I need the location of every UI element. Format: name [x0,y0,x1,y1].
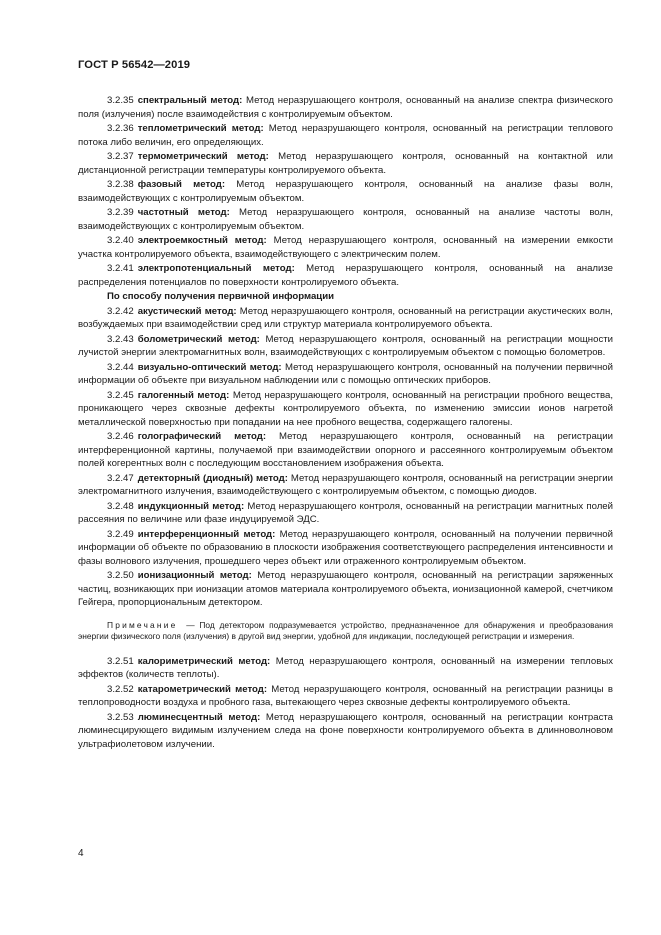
definition-text: Метод неразрушающего контроля, основанный на получении первичной информации об объекте при визуальном наблюдении или с помощью оптических приборов. [78,361,613,386]
definition-number: 3.2.39 [107,207,134,218]
definition-term: калориметрический метод: [137,655,271,667]
note [78,620,613,643]
definition-text: Метод неразрушающего контроля, основанный на регистрации теплового потока либо величин, его определяющих. [78,123,613,148]
definition-item [78,472,613,499]
definition-number: 3.2.49 [107,528,134,540]
definition-text: Метод неразрушающего контроля, основанный на регистрации магнитных полей рассеяния по величине или фазе индуцируемой ЭДС. [78,500,613,525]
definition-number: 3.2.52 [107,683,134,695]
definition-text: Метод неразрушающего контроля, основанный на регистрации контраста люминесцирующего видимым излучением следа на фоне поверхности контролируемого объекта в длинноволновом ультрафиолетовом излучении. [78,711,613,750]
definition-number: 3.2.48 [107,500,134,512]
definition-term: детекторный (диодный) метод: [137,472,288,484]
definition-item [78,655,613,682]
definition-term: спектральный метод: [137,95,243,106]
definition-number: 3.2.36 [107,123,134,134]
definition-number: 3.2.51 [107,655,134,667]
definition-term: фазовый метод: [137,179,226,190]
definition-term: люминесцентный метод: [137,711,261,723]
definition-number: 3.2.41 [107,263,134,274]
definition-term: визуально-оптический метод: [137,361,282,373]
definition-item [78,305,613,332]
definition-term: катарометрический метод: [137,683,268,695]
definitions-group-a [78,94,613,289]
definition-text: Метод неразрушающего контроля, основанный на контактной или дистанционной регистрации температуры контролируемого объекта. [78,151,613,176]
definition-term: акустический метод: [137,305,237,317]
definition-text: Метод неразрушающего контроля, основанный на анализе частоты волн, взаимодействующих с контролируемым объектом. [78,207,613,232]
definition-number: 3.2.44 [107,361,134,373]
definition-number: 3.2.47 [107,472,134,484]
definition-number: 3.2.53 [107,711,134,723]
definitions-group-b [78,305,613,610]
definition-item [78,389,613,430]
definition-item [78,206,613,233]
definition-text: Метод неразрушающего контроля, основанный на регистрации пробного вещества, проникающего через сквозные дефекты контролируемого объекта, по изменению эмиссии ионов нагретой металлической поверхностью при попадании на нее пробного вещества, содержащего галогены. [78,389,613,428]
definition-item [78,569,613,610]
definition-number: 3.2.43 [107,333,134,345]
document-body [78,94,613,752]
definition-item [78,711,613,752]
section-subheading: По способу получения первичной информации [107,291,334,302]
definitions-group-c [78,655,613,752]
definition-number: 3.2.38 [107,179,134,190]
definition-item [78,262,613,289]
definition-term: галогенный метод: [137,389,230,401]
standard-header: ГОСТ Р 56542—2019 [78,59,191,71]
definition-term: индукционный метод: [137,500,245,512]
definition-term: теплометрический метод: [137,123,264,134]
definition-text: Метод неразрушающего контроля, основанный на регистрации акустических волн, возбуждаемых при взаимодействии сред или структур материала контролируемого объекта. [78,305,613,330]
definition-item [78,178,613,205]
note-label: Примечание [107,619,178,630]
definition-term: голографический метод: [137,431,267,442]
definition-number: 3.2.37 [107,151,134,162]
definition-term: электропотенциальный метод: [137,263,295,274]
definition-term: болометрический метод: [137,333,260,345]
definition-number: 3.2.46 [107,431,134,442]
definition-text: Метод неразрушающего контроля, основанный на регистрации разницы в теплопроводности воздуха и пробного газа, вытекающего через сквозные дефекты контролируемого объекта. [78,683,613,709]
definition-text: Метод неразрушающего контроля, основанный на анализе фазы волн, взаимодействующих с контролируемым объектом. [78,179,613,204]
definition-item [78,122,613,149]
note-text: — Под детектором подразумевается устройство, предназначенное для обнаружения и преобразования энергии физического поля (излучения) в другой вид энергии, удобной для индикации, последующей регистрации и измерения. [78,619,613,642]
definition-item [78,94,613,121]
definition-text: Метод неразрушающего контроля, основанный на анализе распределения потенциалов по поверхности контролируемого объекта. [78,263,613,288]
definition-term: ионизационный метод: [137,570,252,581]
definition-number: 3.2.42 [107,305,134,317]
definition-number: 3.2.50 [107,570,134,581]
definition-text: Метод неразрушающего контроля, основанный на измерении тепловых эффектов (количеств теплоты). [78,655,614,681]
definition-text: Метод неразрушающего контроля, основанный на получении первичной информации об объекте по образованию в плоскости изображения соответствующего распределения интенсивности и фазы волнового излучения, прошедшего через объект или отраженного контролируемым объектом. [78,528,613,567]
definition-item [78,683,613,710]
definition-text: Метод неразрушающего контроля, основанный на регистрации энергии электромагнитного излучения, взаимодействующего с контролируемым объектом, с помощью диодов. [78,472,613,497]
definition-text: Метод неразрушающего контроля, основанный на регистрации заряженных частиц, возникающих при ионизации атомов материала контролируемого объекта, ионизационной камерой, счетчиком Гейгера, пропорциональным детектором. [78,570,614,608]
definition-text: Метод неразрушающего контроля, основанный на измерении емкости участка контролируемого объекта, взаимодействующего с электрическим полем. [78,235,614,260]
definition-item [78,500,613,527]
definition-text: Метод неразрушающего контроля, основанный на регистрации интерференционной картины, получаемой при взаимодействии опорного и рассеянного контролируемым объектом полей когерентных волн с последующим восстановлением изображения объекта. [78,431,613,469]
definition-term: термометрический метод: [137,151,269,162]
definition-item [78,150,613,177]
definition-number: 3.2.45 [107,389,134,401]
definition-term: электроемкостный метод: [137,235,267,246]
definition-item [78,234,613,261]
definition-item [78,361,613,388]
definition-number: 3.2.35 [107,95,134,106]
definition-item [78,430,613,471]
definition-term: частотный метод: [137,207,230,218]
definition-number: 3.2.40 [107,235,134,246]
definition-text: Метод неразрушающего контроля, основанный на анализе спектра физического поля (излучения) после взаимодействия с контролируемым объектом. [78,95,613,120]
definition-item [78,333,613,360]
definition-text: Метод неразрушающего контроля, основанный на регистрации мощности лучистой энергии электромагнитных волн, взаимодействующих с контролируемым объектом с помощью болометров. [78,333,613,358]
page-number: 4 [78,848,84,859]
definition-item [78,528,613,569]
definition-term: интерференционный метод: [137,528,276,540]
